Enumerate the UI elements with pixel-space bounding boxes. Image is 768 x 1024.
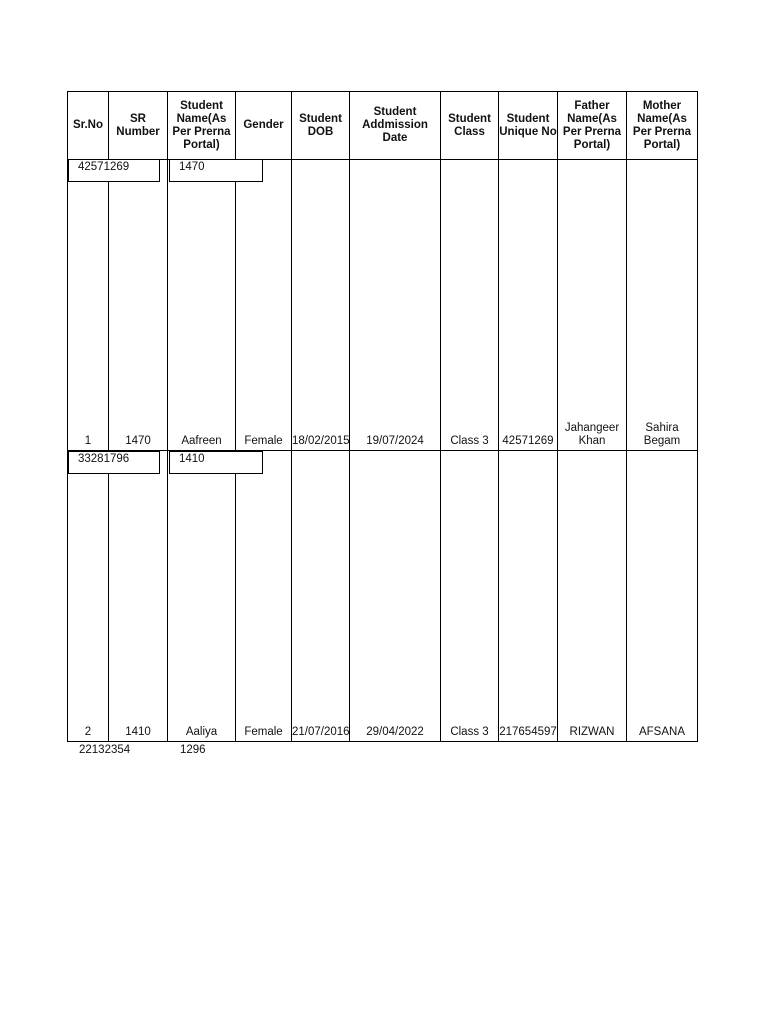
cell-class: Class 3 — [441, 160, 499, 451]
header-unique-no: Student Unique No — [499, 92, 558, 160]
cell-student-name: Aaliya — [168, 451, 236, 742]
cell-dob: 21/07/2016 — [292, 451, 350, 742]
trailing-unique-no: 22132354 — [79, 744, 131, 756]
header-sr-number: SR Number — [109, 92, 168, 160]
header-gender: Gender — [236, 92, 292, 160]
table-row — [68, 160, 698, 451]
header-admission-date: Student Addmission Date — [350, 92, 441, 160]
cell-father-name: Jahangeer Khan — [558, 160, 627, 451]
header-student-name: Student Name(As Per Prerna Portal) — [168, 92, 236, 160]
student-table — [67, 91, 698, 742]
header-row — [68, 92, 698, 160]
cell-unique-no: 42571269 — [499, 160, 558, 451]
header-student-class: Student Class — [441, 92, 499, 160]
cell-unique-no: 217654597 — [499, 451, 558, 742]
overlay-sr-number-box: 1410 — [169, 451, 263, 474]
table-row — [68, 451, 698, 742]
header-mother-name: Mother Name(As Per Prerna Portal) — [627, 92, 698, 160]
cell-class: Class 3 — [441, 451, 499, 742]
cell-gender: Female — [236, 160, 292, 451]
cell-dob: 18/02/2015 — [292, 160, 350, 451]
cell-father-name: RIZWAN — [558, 451, 627, 742]
cell-sr-number: 1410 — [109, 451, 168, 742]
trailing-sr-number: 1296 — [180, 744, 206, 756]
cell-sr-no: 1 — [68, 160, 109, 451]
cell-sr-number: 1470 — [109, 160, 168, 451]
cell-student-name: Aafreen — [168, 160, 236, 451]
overlay-sr-number-box: 1470 — [169, 159, 263, 182]
cell-admission-date: 19/07/2024 — [350, 160, 441, 451]
overlay-unique-no-box: 33281796 — [68, 451, 160, 474]
cell-gender: Female — [236, 451, 292, 742]
cell-mother-name: Sahira Begam — [627, 160, 698, 451]
cell-sr-no: 2 — [68, 451, 109, 742]
header-father-name: Father Name(As Per Prerna Portal) — [558, 92, 627, 160]
header-sr-no: Sr.No — [68, 92, 109, 160]
header-student-dob: Student DOB — [292, 92, 350, 160]
overlay-unique-no-box: 42571269 — [68, 159, 160, 182]
cell-admission-date: 29/04/2022 — [350, 451, 441, 742]
cell-mother-name: AFSANA — [627, 451, 698, 742]
